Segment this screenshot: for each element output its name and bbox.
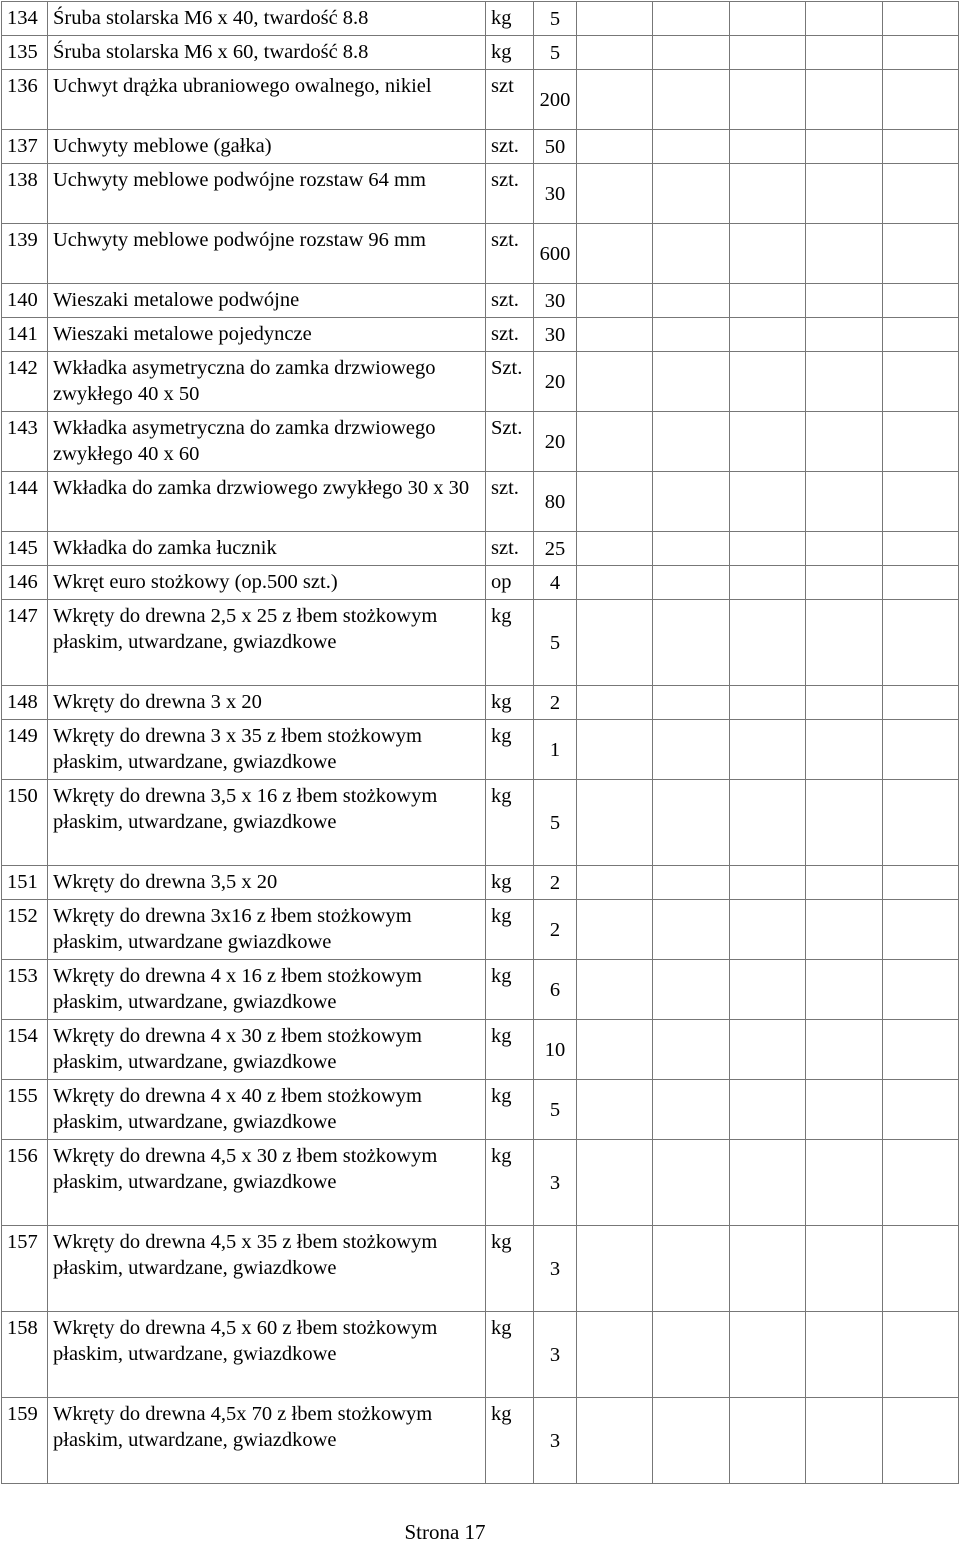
item-name: Uchwyty meblowe podwójne rozstaw 64 mm xyxy=(48,164,486,224)
item-quantity: 30 xyxy=(534,284,577,318)
item-name: Wkładka asymetryczna do zamka drzwiowego zwykłego 40 x 60 xyxy=(48,412,486,472)
item-unit: kg xyxy=(486,1140,534,1226)
item-quantity: 5 xyxy=(534,600,577,686)
empty-cell xyxy=(729,1140,805,1226)
item-name: Wkręty do drewna 3,5 x 20 xyxy=(48,866,486,900)
item-unit: szt. xyxy=(486,224,534,284)
empty-cell xyxy=(577,1226,653,1312)
table-row xyxy=(2,600,959,686)
table-row xyxy=(2,1312,959,1398)
item-unit: kg xyxy=(486,780,534,866)
item-number: 154 xyxy=(2,1020,48,1080)
item-number: 144 xyxy=(2,472,48,532)
item-quantity: 20 xyxy=(534,412,577,472)
item-number: 139 xyxy=(2,224,48,284)
empty-cell xyxy=(729,720,805,780)
table-row xyxy=(2,36,959,70)
item-number: 158 xyxy=(2,1312,48,1398)
table-row xyxy=(2,2,959,36)
item-quantity: 20 xyxy=(534,352,577,412)
empty-cell xyxy=(882,224,958,284)
item-name: Wkręty do drewna 4,5 x 30 z łbem stożkowym płaskim, utwardzane, gwiazdkowe xyxy=(48,1140,486,1226)
item-quantity: 1 xyxy=(534,720,577,780)
item-unit: kg xyxy=(486,720,534,780)
empty-cell xyxy=(806,960,882,1020)
empty-cell xyxy=(653,960,729,1020)
item-number: 138 xyxy=(2,164,48,224)
table-row xyxy=(2,1140,959,1226)
table-row xyxy=(2,780,959,866)
item-quantity: 2 xyxy=(534,686,577,720)
table-row xyxy=(2,532,959,566)
empty-cell xyxy=(882,1398,958,1484)
item-number: 136 xyxy=(2,70,48,130)
item-unit: Szt. xyxy=(486,352,534,412)
item-unit: szt xyxy=(486,70,534,130)
empty-cell xyxy=(729,352,805,412)
empty-cell xyxy=(653,318,729,352)
table-row xyxy=(2,566,959,600)
table-row xyxy=(2,1226,959,1312)
item-quantity: 5 xyxy=(534,1080,577,1140)
table-row xyxy=(2,900,959,960)
item-name: Wkładka do zamka drzwiowego zwykłego 30 x 30 xyxy=(48,472,486,532)
empty-cell xyxy=(653,164,729,224)
empty-cell xyxy=(653,686,729,720)
empty-cell xyxy=(806,720,882,780)
table-row xyxy=(2,130,959,164)
item-name: Wkręty do drewna 3,5 x 16 z łbem stożkowym płaskim, utwardzane, gwiazdkowe xyxy=(48,780,486,866)
empty-cell xyxy=(882,686,958,720)
empty-cell xyxy=(729,284,805,318)
item-unit: kg xyxy=(486,1080,534,1140)
empty-cell xyxy=(653,352,729,412)
empty-cell xyxy=(882,352,958,412)
item-name: Śruba stolarska M6 x 60, twardość 8.8 xyxy=(48,36,486,70)
table-row xyxy=(2,960,959,1020)
empty-cell xyxy=(882,1312,958,1398)
item-unit: op xyxy=(486,566,534,600)
empty-cell xyxy=(806,1312,882,1398)
empty-cell xyxy=(729,1226,805,1312)
item-name: Wkręty do drewna 2,5 x 25 z łbem stożkowym płaskim, utwardzane, gwiazdkowe xyxy=(48,600,486,686)
item-name: Wkładka do zamka łucznik xyxy=(48,532,486,566)
empty-cell xyxy=(653,780,729,866)
empty-cell xyxy=(577,600,653,686)
item-number: 157 xyxy=(2,1226,48,1312)
item-unit: kg xyxy=(486,900,534,960)
item-quantity: 10 xyxy=(534,1020,577,1080)
empty-cell xyxy=(729,224,805,284)
item-name: Wkładka asymetryczna do zamka drzwiowego zwykłego 40 x 50 xyxy=(48,352,486,412)
empty-cell xyxy=(806,164,882,224)
empty-cell xyxy=(577,900,653,960)
item-unit: kg xyxy=(486,1312,534,1398)
empty-cell xyxy=(653,130,729,164)
empty-cell xyxy=(729,866,805,900)
empty-cell xyxy=(806,318,882,352)
item-quantity: 5 xyxy=(534,2,577,36)
empty-cell xyxy=(577,70,653,130)
empty-cell xyxy=(653,70,729,130)
item-unit: Szt. xyxy=(486,412,534,472)
empty-cell xyxy=(882,1080,958,1140)
item-quantity: 3 xyxy=(534,1312,577,1398)
empty-cell xyxy=(882,472,958,532)
item-quantity: 25 xyxy=(534,532,577,566)
item-unit: kg xyxy=(486,2,534,36)
item-number: 148 xyxy=(2,686,48,720)
empty-cell xyxy=(653,36,729,70)
item-number: 147 xyxy=(2,600,48,686)
empty-cell xyxy=(882,318,958,352)
item-number: 151 xyxy=(2,866,48,900)
item-name: Uchwyty meblowe (gałka) xyxy=(48,130,486,164)
empty-cell xyxy=(577,1398,653,1484)
empty-cell xyxy=(653,1020,729,1080)
table-row xyxy=(2,720,959,780)
items-table xyxy=(1,1,959,1484)
empty-cell xyxy=(577,780,653,866)
item-number: 155 xyxy=(2,1080,48,1140)
item-name: Uchwyty meblowe podwójne rozstaw 96 mm xyxy=(48,224,486,284)
empty-cell xyxy=(729,686,805,720)
empty-cell xyxy=(806,866,882,900)
item-quantity: 30 xyxy=(534,164,577,224)
page-number: Strona 17 xyxy=(404,1520,486,1544)
item-unit: szt. xyxy=(486,284,534,318)
empty-cell xyxy=(882,960,958,1020)
item-name: Uchwyt drążka ubraniowego owalnego, nikiel xyxy=(48,70,486,130)
item-name: Wkręty do drewna 4 x 16 z łbem stożkowym płaskim, utwardzane, gwiazdkowe xyxy=(48,960,486,1020)
item-number: 135 xyxy=(2,36,48,70)
item-name: Wieszaki metalowe pojedyncze xyxy=(48,318,486,352)
empty-cell xyxy=(882,566,958,600)
empty-cell xyxy=(577,960,653,1020)
item-name: Wkręty do drewna 4 x 30 z łbem stożkowym płaskim, utwardzane, gwiazdkowe xyxy=(48,1020,486,1080)
empty-cell xyxy=(729,412,805,472)
empty-cell xyxy=(653,224,729,284)
item-unit: szt. xyxy=(486,130,534,164)
item-quantity: 2 xyxy=(534,866,577,900)
item-number: 159 xyxy=(2,1398,48,1484)
empty-cell xyxy=(653,472,729,532)
empty-cell xyxy=(577,2,653,36)
item-number: 156 xyxy=(2,1140,48,1226)
empty-cell xyxy=(882,900,958,960)
empty-cell xyxy=(729,1398,805,1484)
empty-cell xyxy=(729,36,805,70)
item-number: 140 xyxy=(2,284,48,318)
item-name: Śruba stolarska M6 x 40, twardość 8.8 xyxy=(48,2,486,36)
item-number: 134 xyxy=(2,2,48,36)
empty-cell xyxy=(882,1020,958,1080)
empty-cell xyxy=(577,866,653,900)
item-number: 142 xyxy=(2,352,48,412)
empty-cell xyxy=(729,566,805,600)
empty-cell xyxy=(577,224,653,284)
item-quantity: 2 xyxy=(534,900,577,960)
empty-cell xyxy=(729,472,805,532)
item-quantity: 5 xyxy=(534,36,577,70)
empty-cell xyxy=(882,532,958,566)
empty-cell xyxy=(653,1080,729,1140)
empty-cell xyxy=(577,566,653,600)
item-name: Wkręty do drewna 4,5 x 60 z łbem stożkowym płaskim, utwardzane, gwiazdkowe xyxy=(48,1312,486,1398)
item-name: Wkręty do drewna 3x16 z łbem stożkowym płaskim, utwardzane gwiazdkowe xyxy=(48,900,486,960)
empty-cell xyxy=(806,70,882,130)
table-row xyxy=(2,412,959,472)
empty-cell xyxy=(577,164,653,224)
table-row xyxy=(2,1020,959,1080)
item-number: 150 xyxy=(2,780,48,866)
item-number: 152 xyxy=(2,900,48,960)
item-unit: szt. xyxy=(486,532,534,566)
empty-cell xyxy=(882,284,958,318)
empty-cell xyxy=(653,720,729,780)
empty-cell xyxy=(806,532,882,566)
empty-cell xyxy=(729,780,805,866)
empty-cell xyxy=(882,130,958,164)
empty-cell xyxy=(882,1140,958,1226)
empty-cell xyxy=(729,2,805,36)
empty-cell xyxy=(729,164,805,224)
item-unit: kg xyxy=(486,1226,534,1312)
empty-cell xyxy=(806,2,882,36)
item-unit: kg xyxy=(486,960,534,1020)
item-unit: szt. xyxy=(486,472,534,532)
item-name: Wkręty do drewna 4,5x 70 z łbem stożkowym płaskim, utwardzane, gwiazdkowe xyxy=(48,1398,486,1484)
item-unit: kg xyxy=(486,686,534,720)
empty-cell xyxy=(806,566,882,600)
item-unit: kg xyxy=(486,36,534,70)
item-name: Wkręty do drewna 4 x 40 z łbem stożkowym płaskim, utwardzane, gwiazdkowe xyxy=(48,1080,486,1140)
empty-cell xyxy=(729,1080,805,1140)
empty-cell xyxy=(577,686,653,720)
empty-cell xyxy=(806,36,882,70)
item-name: Wkręty do drewna 3 x 35 z łbem stożkowym płaskim, utwardzane, gwiazdkowe xyxy=(48,720,486,780)
empty-cell xyxy=(729,600,805,686)
item-unit: kg xyxy=(486,1020,534,1080)
item-quantity: 3 xyxy=(534,1398,577,1484)
empty-cell xyxy=(806,1398,882,1484)
item-unit: kg xyxy=(486,1398,534,1484)
empty-cell xyxy=(577,352,653,412)
empty-cell xyxy=(729,960,805,1020)
empty-cell xyxy=(806,1140,882,1226)
empty-cell xyxy=(806,600,882,686)
empty-cell xyxy=(577,318,653,352)
item-quantity: 600 xyxy=(534,224,577,284)
empty-cell xyxy=(653,412,729,472)
empty-cell xyxy=(729,70,805,130)
empty-cell xyxy=(653,1398,729,1484)
empty-cell xyxy=(806,780,882,866)
empty-cell xyxy=(577,532,653,566)
empty-cell xyxy=(882,36,958,70)
item-quantity: 5 xyxy=(534,780,577,866)
item-unit: kg xyxy=(486,600,534,686)
item-number: 143 xyxy=(2,412,48,472)
table-row xyxy=(2,866,959,900)
empty-cell xyxy=(729,130,805,164)
empty-cell xyxy=(577,130,653,164)
table-row xyxy=(2,70,959,130)
item-number: 146 xyxy=(2,566,48,600)
item-name: Wkręty do drewna 3 x 20 xyxy=(48,686,486,720)
item-quantity: 80 xyxy=(534,472,577,532)
empty-cell xyxy=(577,1020,653,1080)
empty-cell xyxy=(577,284,653,318)
item-quantity: 30 xyxy=(534,318,577,352)
table-row xyxy=(2,1398,959,1484)
empty-cell xyxy=(729,1312,805,1398)
empty-cell xyxy=(806,284,882,318)
empty-cell xyxy=(653,2,729,36)
item-quantity: 50 xyxy=(534,130,577,164)
item-quantity: 3 xyxy=(534,1140,577,1226)
item-quantity: 6 xyxy=(534,960,577,1020)
empty-cell xyxy=(577,1080,653,1140)
item-number: 145 xyxy=(2,532,48,566)
item-number: 153 xyxy=(2,960,48,1020)
item-quantity: 200 xyxy=(534,70,577,130)
empty-cell xyxy=(577,472,653,532)
table-row xyxy=(2,352,959,412)
table-row xyxy=(2,318,959,352)
item-number: 137 xyxy=(2,130,48,164)
empty-cell xyxy=(882,720,958,780)
empty-cell xyxy=(882,866,958,900)
item-name: Wkręty do drewna 4,5 x 35 z łbem stożkowym płaskim, utwardzane, gwiazdkowe xyxy=(48,1226,486,1312)
empty-cell xyxy=(806,224,882,284)
empty-cell xyxy=(653,284,729,318)
empty-cell xyxy=(653,1312,729,1398)
empty-cell xyxy=(577,412,653,472)
empty-cell xyxy=(729,318,805,352)
empty-cell xyxy=(882,164,958,224)
empty-cell xyxy=(729,1020,805,1080)
items-table-body xyxy=(2,2,959,1484)
item-unit: szt. xyxy=(486,318,534,352)
empty-cell xyxy=(806,900,882,960)
empty-cell xyxy=(653,600,729,686)
item-number: 149 xyxy=(2,720,48,780)
table-row xyxy=(2,472,959,532)
empty-cell xyxy=(806,1020,882,1080)
empty-cell xyxy=(577,1312,653,1398)
item-unit: szt. xyxy=(486,164,534,224)
empty-cell xyxy=(577,720,653,780)
empty-cell xyxy=(729,532,805,566)
empty-cell xyxy=(653,566,729,600)
empty-cell xyxy=(806,472,882,532)
table-row xyxy=(2,686,959,720)
item-quantity: 4 xyxy=(534,566,577,600)
empty-cell xyxy=(806,412,882,472)
empty-cell xyxy=(882,600,958,686)
empty-cell xyxy=(653,866,729,900)
item-quantity: 3 xyxy=(534,1226,577,1312)
empty-cell xyxy=(882,780,958,866)
empty-cell xyxy=(729,900,805,960)
empty-cell xyxy=(882,2,958,36)
empty-cell xyxy=(806,686,882,720)
table-row xyxy=(2,224,959,284)
empty-cell xyxy=(882,1226,958,1312)
table-row xyxy=(2,164,959,224)
empty-cell xyxy=(577,36,653,70)
item-name: Wkręt euro stożkowy (op.500 szt.) xyxy=(48,566,486,600)
table-row xyxy=(2,284,959,318)
item-name: Wieszaki metalowe podwójne xyxy=(48,284,486,318)
empty-cell xyxy=(653,532,729,566)
empty-cell xyxy=(653,900,729,960)
empty-cell xyxy=(882,70,958,130)
empty-cell xyxy=(653,1140,729,1226)
empty-cell xyxy=(653,1226,729,1312)
empty-cell xyxy=(882,412,958,472)
table-row xyxy=(2,1080,959,1140)
empty-cell xyxy=(806,352,882,412)
item-number: 141 xyxy=(2,318,48,352)
item-unit: kg xyxy=(486,866,534,900)
empty-cell xyxy=(577,1140,653,1226)
empty-cell xyxy=(806,1080,882,1140)
empty-cell xyxy=(806,130,882,164)
empty-cell xyxy=(806,1226,882,1312)
